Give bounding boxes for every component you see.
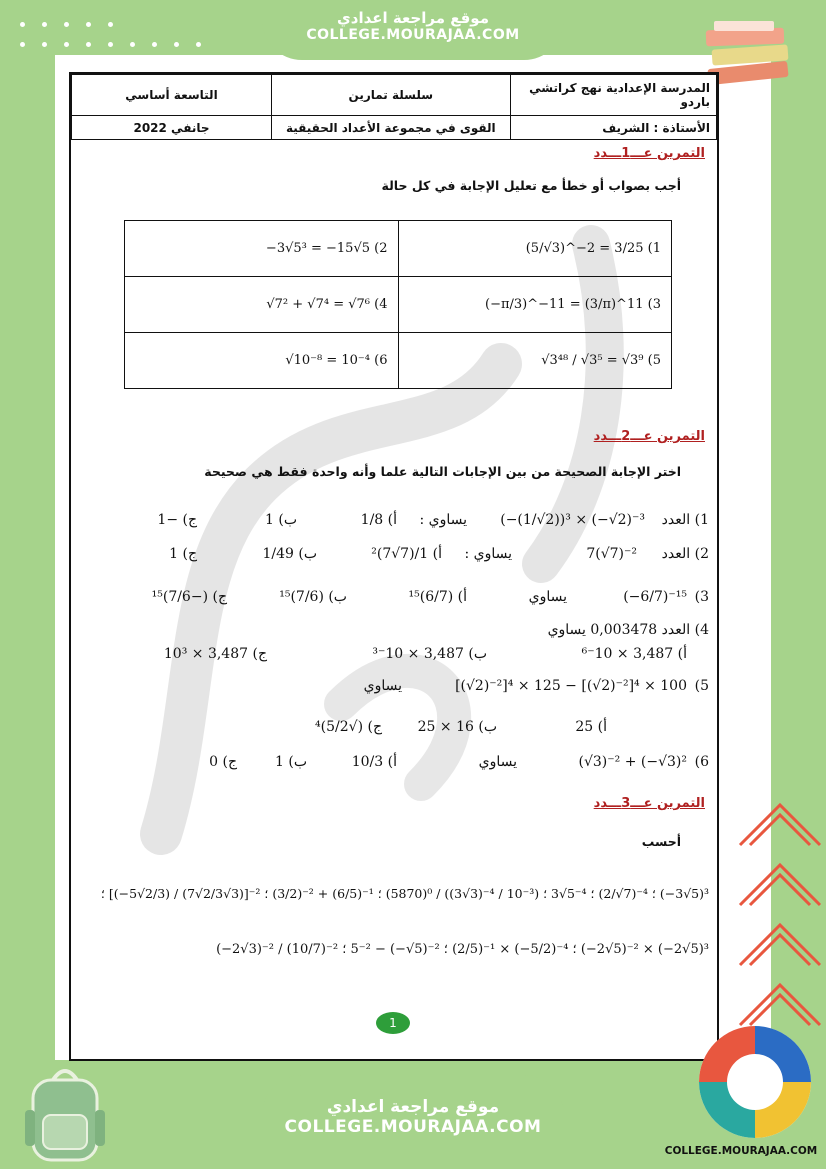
ex2-q6-choice-c[interactable]: ج) 0 [209,754,237,770]
header-table [71,74,717,140]
ex2-q2-choice-c[interactable]: ج) 1 [169,546,197,562]
bottom-banner-arabic: موقع مراجعة اعدادي [326,1097,500,1117]
level: التاسعة أساسي [72,75,272,116]
ex3-row-2: (−2√5)⁻² × (−2√5)³ ؛ (2/5)⁻¹ × (−5/2)⁻⁴ ؛ 5⁻² − (−√5)⁻² ؛ (−2√3)⁻² / (10/7)⁻² [216,942,709,957]
ex2-title: التمرين عـــ2ـــدد [593,429,705,444]
topic-title: القوى في مجموعة الأعداد الحقيقية [271,116,510,140]
teacher-name: الأستاذة : الشريف [510,116,716,140]
ex2-q3-choice-b[interactable]: ب) (7/6)¹⁵ [279,589,347,605]
ex1-item-6: 6) √10⁻⁸ = 10⁻⁴ [125,333,399,389]
ex2-q4-choice-b[interactable]: ب) 3,487 × 10⁻³ [372,646,487,662]
ex2-q1-choice-a[interactable]: أ) 1/8 [360,512,397,528]
ex2-q5-choice-a[interactable]: أ) 25 [575,719,607,735]
ex2-instruction: اختر الإجابة الصحيحة من بين الإجابات التالية علما وأنه واحدة فقط هي صحيحة [204,464,681,479]
ex1-table [124,220,672,389]
ex2-q2-choice-b[interactable]: ب) 1/49 [262,546,317,562]
ex1-item-2: 2) −3√5³ = −15√5 [125,221,399,277]
decorative-dots [20,22,220,52]
ex2-q1-choice-c[interactable]: ج) −1 [157,512,197,528]
ex1-item-3: 3) (−π/3)^−11 = (3/π)^11 [398,277,672,333]
ex3-row-1: (−3√5)³ ؛ (2/√7)⁻⁴ ؛ 3√5⁻⁴ ؛ (5870)⁰ / ((3√3)⁻⁴ / 10⁻³) ؛ (3/2)⁻² + (6/5)⁻¹ ؛ [(−5√2/3) / (7√2/3√3)]⁻² ؛ [100,886,709,901]
top-site-banner[interactable] [262,0,564,60]
chevron-up-icon [735,795,825,1045]
ex1-title: التمرين عـــ1ـــدد [593,146,705,161]
series-title: سلسلة تمارين [271,75,510,116]
ex2-q5-choice-c[interactable]: ج) (√5/2)⁴ [315,719,382,735]
ex2-q4-choice-c[interactable]: ج) 3,487 × 10³ [163,646,267,662]
top-banner-url: COLLEGE.MOURAJAA.COM [306,27,520,43]
bottom-banner-url: COLLEGE.MOURAJAA.COM [284,1117,542,1137]
ex2-q4-choice-a[interactable]: أ) 3,487 × 10⁻⁶ [581,646,687,662]
ex1-item-4: 4) √7² + √7⁴ = √7⁶ [125,277,399,333]
top-banner-arabic: موقع مراجعة اعدادي [337,9,489,27]
ex2-q3-choice-a[interactable]: أ) (6/7)¹⁵ [408,589,467,605]
backpack-icon [15,1060,115,1165]
site-logo-icon[interactable] [695,1022,815,1142]
ex1-item-1: 1) (5/√3)^−2 = 3/25 [398,221,672,277]
date: جانفي 2022 [72,116,272,140]
ex2-q5-choice-b[interactable]: ب) 16 × 25 [417,719,497,735]
school-name: المدرسة الإعدادية نهج كراتشي باردو [510,75,716,116]
bottom-site-banner[interactable] [262,1075,564,1169]
ex3-title: التمرين عـــ3ـــدد [593,796,705,811]
ex1-instruction: أجب بصواب أو خطأ مع تعليل الإجابة في كل حالة [381,178,681,193]
ex2-q6-choice-a[interactable]: أ) 10/3 [351,754,397,770]
ex2-q6-choice-b[interactable]: ب) 1 [274,754,307,770]
exercise-sheet: المدرسة الإعدادية نهج كراتشي باردو سلسلة تمارين التاسعة أساسي الأستاذة : الشريف القوى في مجموعة الأعداد الحقيقية جانفي 2022 التمرين عـــ1ـــدد أجب بصواب أو خطأ مع تعليل الإجابة في كل حالة 1) (5/√3)^−2 = 3/25 2) −3√5³ = −15√5 3) (−π/3)^−11 = (3/π)^11 4) √7² + √7⁴ = √7⁶ 5) √3⁴⁸ / √3⁵ = √3⁹ 6) √10⁻⁸ = 10⁻⁴ التمرين عـــ2ـــدد اختر الإجابة الصحيحة من بين الإجابات التالية علما وأنه واحدة فقط هي صحيحة 1) العدد (−(1/√2))³ × (−√2)⁻³ يساوي : أ) 1/8 ب) 1 ج) −1 2) العدد 7(√7)⁻² يساوي : أ) 1/(7√7)² ب) 1/49 ج) 1 3) (−6/7)⁻¹⁵ يساوي أ) (6/7)¹⁵ ب) (7/6)¹⁵ ج) (−7/6)¹⁵ 4) العدد 0,003478 يساوي أ) 3,487 × 10⁻⁶ ب) 3,487 × 10⁻³ ج) 3,487 × 10³ 5) [(√2)⁻²]⁴ × 125 − [(√2)⁻²]⁴ × 100 يساوي أ) 25 ب) 16 × 25 ج) (√5/2)⁴ 6) (√3)⁻² + (−√3)² يساوي أ) 10/3 ب) 1 ج) 0 التمرين عـــ3ـــدد أحسب (−3√5)³ ؛ (2/√7)⁻⁴ ؛ 3√5⁻⁴ ؛ (5870)⁰ / ((3√3)⁻⁴ / 10⁻³) ؛ (3/2)⁻² + (6/5)⁻¹ ؛ [(−5√2/3) / (7√2/3√3)]⁻² ؛ (−2√5)⁻² × (−2√5)³ ؛ (2/5)⁻¹ × (−5/2)⁻⁴ ؛ 5⁻² − (−√5)⁻² ؛ (−2√3)⁻² / (10/7)⁻² 1 [69,72,719,1061]
ex1-item-5: 5) √3⁴⁸ / √3⁵ = √3⁹ [398,333,672,389]
ex2-q3-choice-c[interactable]: ج) (−7/6)¹⁵ [151,589,227,605]
page-number-badge: 1 [376,1012,410,1034]
ex3-instruction: أحسب [641,834,681,849]
logo-url[interactable]: COLLEGE.MOURAJAA.COM [664,1145,818,1157]
ex2-q1-choice-b[interactable]: ب) 1 [264,512,297,528]
ex2-q2-choice-a[interactable]: أ) 1/(7√7)² [371,546,442,562]
